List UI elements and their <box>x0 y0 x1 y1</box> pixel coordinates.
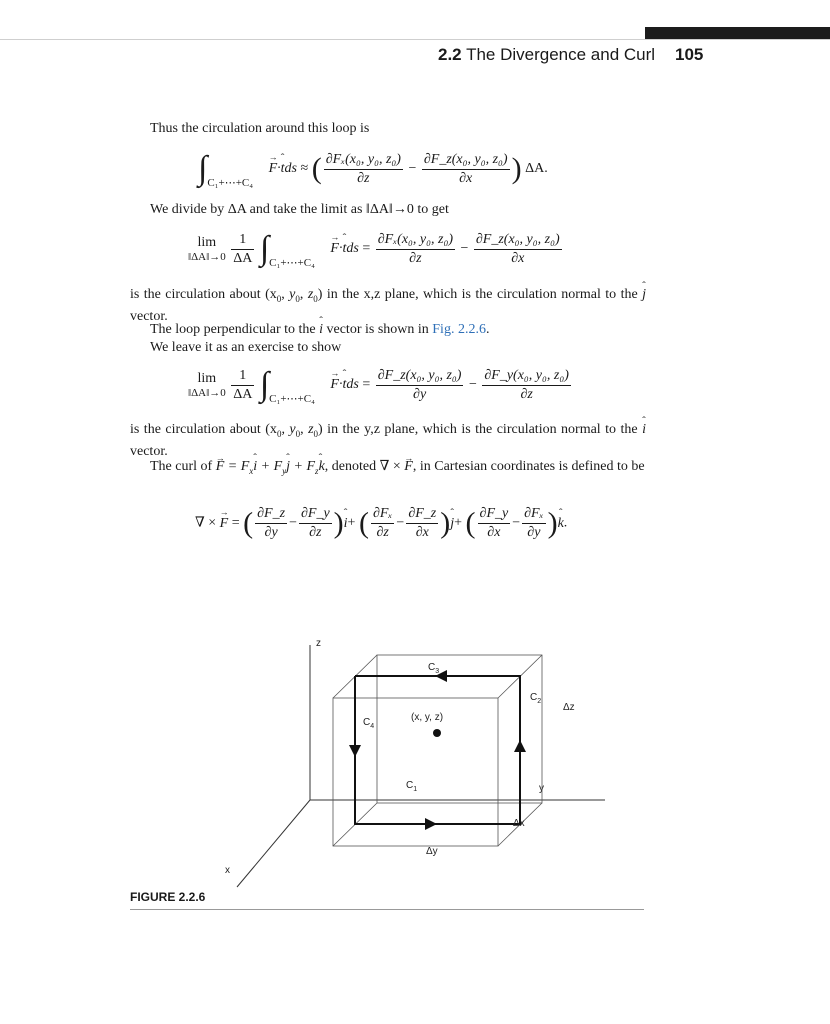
delta-y-label: Δy <box>426 846 438 857</box>
fraction-dfz-num-3: ∂F_z(x₀, y₀, z₀) <box>376 368 464 386</box>
curl-minus-3: − <box>512 515 521 531</box>
integral-lower-limit-2: C₁+⋯+C₄ <box>269 257 315 270</box>
c3-label: C <box>428 662 436 673</box>
delta-a: ΔA. <box>525 161 548 177</box>
z-axis-label: z <box>316 638 321 649</box>
integral-lower-limit-3: C₁+⋯+C₄ <box>269 393 315 406</box>
svg-text:C3 <box>428 662 439 675</box>
equation-curl: ∇ × → F = ( $\frac{\partial F\_z}{\partial y}$ − $\frac{\partial F\_y}{\partial z}$ )ˆ i+ ( $\frac{\text{∂Fₓ}}{\partial z}$ − $\frac{\partial F\_z}{\partial x}$ )ˆ j+ ( $\frac{\partial F\_y}{\partial x}$ − $\frac{\text{∂Fₓ}}{\partial y}$ )ˆ k. <box>195 506 567 541</box>
fraction-delta-a-den-3: ΔA <box>233 386 253 402</box>
section-number: 2.2 <box>438 45 462 64</box>
point-label: (x, y, z) <box>411 712 444 723</box>
x-axis-line <box>237 800 310 887</box>
c4-label: C <box>363 717 371 728</box>
p4-mid: vector is shown in <box>326 322 429 337</box>
fraction-one-num-3: 1 <box>231 368 254 386</box>
curl-minus-2: − <box>396 515 405 531</box>
c3-subscript: 3 <box>435 668 440 675</box>
page-number: 105 <box>675 45 704 64</box>
curl-dfz-1: ∂F_z <box>255 506 287 524</box>
p3-mid: ) in the x,z plane, which is the circulation normal to the <box>317 287 638 302</box>
arrow-c1 <box>425 818 437 830</box>
fraction-dfx-num: ∂Fₓ(x₀, y₀, z₀) <box>324 152 403 170</box>
minus-sign-2: − <box>460 241 469 257</box>
fraction-dz-den-2: ∂z <box>409 250 422 266</box>
paragraph-5: We leave it as an exercise to show <box>150 340 342 355</box>
equals-sign-3: = <box>362 377 371 393</box>
equals-sign: = <box>362 241 371 257</box>
minus-sign-3: − <box>468 377 477 393</box>
paragraph-6: is the circulation about ($x_0$, $y_0$, $z_0$) in the y,z plane, which is the circulation normal to the ˆ i vector. <box>130 421 646 461</box>
c4-subscript: 4 <box>370 723 375 730</box>
fraction-dz-den: ∂z <box>357 170 370 186</box>
equation-limit-xz: lim ‖ΔA‖→0 $\frac{1}{\Delta A}$ $\int_{C_1+\cdots+C_4}$ → F·ˆ tds = $\frac{\text{∂Fₓ(x₀, y₀, z₀)}}{\partial z}$ − $\frac{\text{∂F\_z(x₀, y₀, z₀)}}{\partial x}$ <box>188 230 564 269</box>
fraction-dx-den-2: ∂x <box>511 250 525 266</box>
curl-dx-3: ∂x <box>487 525 501 540</box>
svg-text:C4 <box>363 717 374 730</box>
curl-dfx-2: ∂Fₓ <box>371 506 394 524</box>
figure-link[interactable]: Fig. 2.2.6 <box>432 322 486 337</box>
curl-minus-1: − <box>289 515 297 531</box>
curl-dfy-3: ∂F_y <box>478 506 511 524</box>
curl-dx-2: ∂x <box>415 525 429 540</box>
fraction-delta-a-den: ΔA <box>233 250 253 266</box>
fraction-dfy-num-3: ∂F_y(x₀, y₀, z₀) <box>482 368 571 386</box>
lim-subscript: ‖ΔA‖→0 <box>188 251 226 263</box>
integral-sign: ∫ <box>198 150 208 187</box>
curl-dy-1: ∂y <box>264 525 278 540</box>
figure-caption: FIGURE 2.2.6 <box>130 890 206 904</box>
p7-start: The curl of <box>150 459 213 474</box>
p7-end: in Cartesian coordinates is defined to be <box>419 459 645 474</box>
fraction-dx-den: ∂x <box>459 170 473 186</box>
delta-z-label: Δz <box>563 702 575 713</box>
c1-subscript: 1 <box>413 786 418 793</box>
approx-sign: ≈ <box>300 161 309 177</box>
c2-subscript: 2 <box>537 698 542 705</box>
paragraph-7: The curl of → $F = F_xˆ$ $i + F_yˆ$ $j + F_zˆ$ k, denoted ∇ × → F, in Cartesian coordinates is defined to be <box>130 458 646 480</box>
p4-start: The loop perpendicular to the <box>150 322 316 337</box>
lim-subscript-3: ‖ΔA‖→0 <box>188 387 226 399</box>
curl-dfy-1: ∂F_y <box>299 506 332 524</box>
fraction-one-num: 1 <box>231 232 254 250</box>
curl-dfz-2: ∂F_z <box>406 506 438 524</box>
fraction-dfz-num: ∂F_z(x₀, y₀, z₀) <box>422 152 510 170</box>
box-back-face <box>377 655 542 803</box>
integral-lower-limit: C₁+⋯+C₄ <box>207 177 254 190</box>
paragraph-3: is the circulation about ($x_0$, $y_0$, $z_0$) in the x,z plane, which is the circulation normal to the ˆ j vector. <box>130 286 646 326</box>
fraction-dfz-num-2: ∂F_z(x₀, y₀, z₀) <box>474 232 562 250</box>
fraction-dy-den-3: ∂y <box>413 386 427 402</box>
equation-circulation: $\int_{C_1+\cdots+C_4}$ → F·ˆ tds ≈ ( $\frac{\text{∂Fₓ(x₀, y₀, z₀)}}{\partial z}$ − $\frac{\text{∂F\_z(x₀, y₀, z₀)}}{\partial x}$ ) ΔA. <box>198 150 548 189</box>
arrow-c4 <box>349 745 361 757</box>
paragraph-4: The loop perpendicular to the ˆ i vector is shown in Fig. 2.2.6. <box>150 321 489 339</box>
curl-equals: = <box>231 515 240 531</box>
curl-dz-2: ∂z <box>376 525 389 540</box>
y-axis-label: y <box>539 783 544 794</box>
svg-text:C2 <box>530 692 541 705</box>
p6-start: is the circulation about (x <box>130 422 277 437</box>
p6-mid: ) in the y,z plane, which is the circulation normal to the <box>318 422 638 437</box>
lim-label-3: lim <box>197 371 217 386</box>
p6-end: vector. <box>130 444 168 459</box>
delta-x-label: Δx <box>513 818 525 829</box>
curl-dz-1: ∂z <box>309 525 322 540</box>
p3-end: vector. <box>130 309 168 324</box>
p7-mid: denoted ∇ × <box>331 459 401 474</box>
c2-label: C <box>530 692 538 703</box>
c1-label: C <box>406 780 414 791</box>
nabla-cross: ∇ × <box>195 515 217 531</box>
minus-sign: − <box>408 161 417 177</box>
section-title: The Divergence and Curl <box>466 45 656 64</box>
fraction-dfx-num-2: ∂Fₓ(x₀, y₀, z₀) <box>376 232 455 250</box>
svg-text:C1 <box>406 780 417 793</box>
paragraph-1: Thus the circulation around this loop is <box>150 121 370 136</box>
paragraph-2: We divide by ΔA and take the limit as ‖ΔA‖→0 to get <box>150 202 449 217</box>
curl-dfx-3: ∂Fₓ <box>522 506 545 524</box>
figure-caption-rule <box>130 909 644 910</box>
curl-dy-3: ∂y <box>527 525 541 540</box>
p3-start: is the circulation about (x <box>130 287 277 302</box>
lim-label: lim <box>197 235 217 250</box>
arrow-c2 <box>514 740 526 752</box>
fraction-dz-den-3: ∂z <box>520 386 533 402</box>
equation-limit-yz: lim ‖ΔA‖→0 $\frac{1}{\Delta A}$ $\int_{C_1+\cdots+C_4}$ → F·ˆ tds = $\frac{\text{∂F\_z(x₀, y₀, z₀)}}{\partial y}$ − $\frac{\text{∂F\_y(x₀, y₀, z₀)}}{\partial z}$ <box>188 366 573 405</box>
x-axis-label: x <box>225 865 230 876</box>
center-point <box>433 729 441 737</box>
